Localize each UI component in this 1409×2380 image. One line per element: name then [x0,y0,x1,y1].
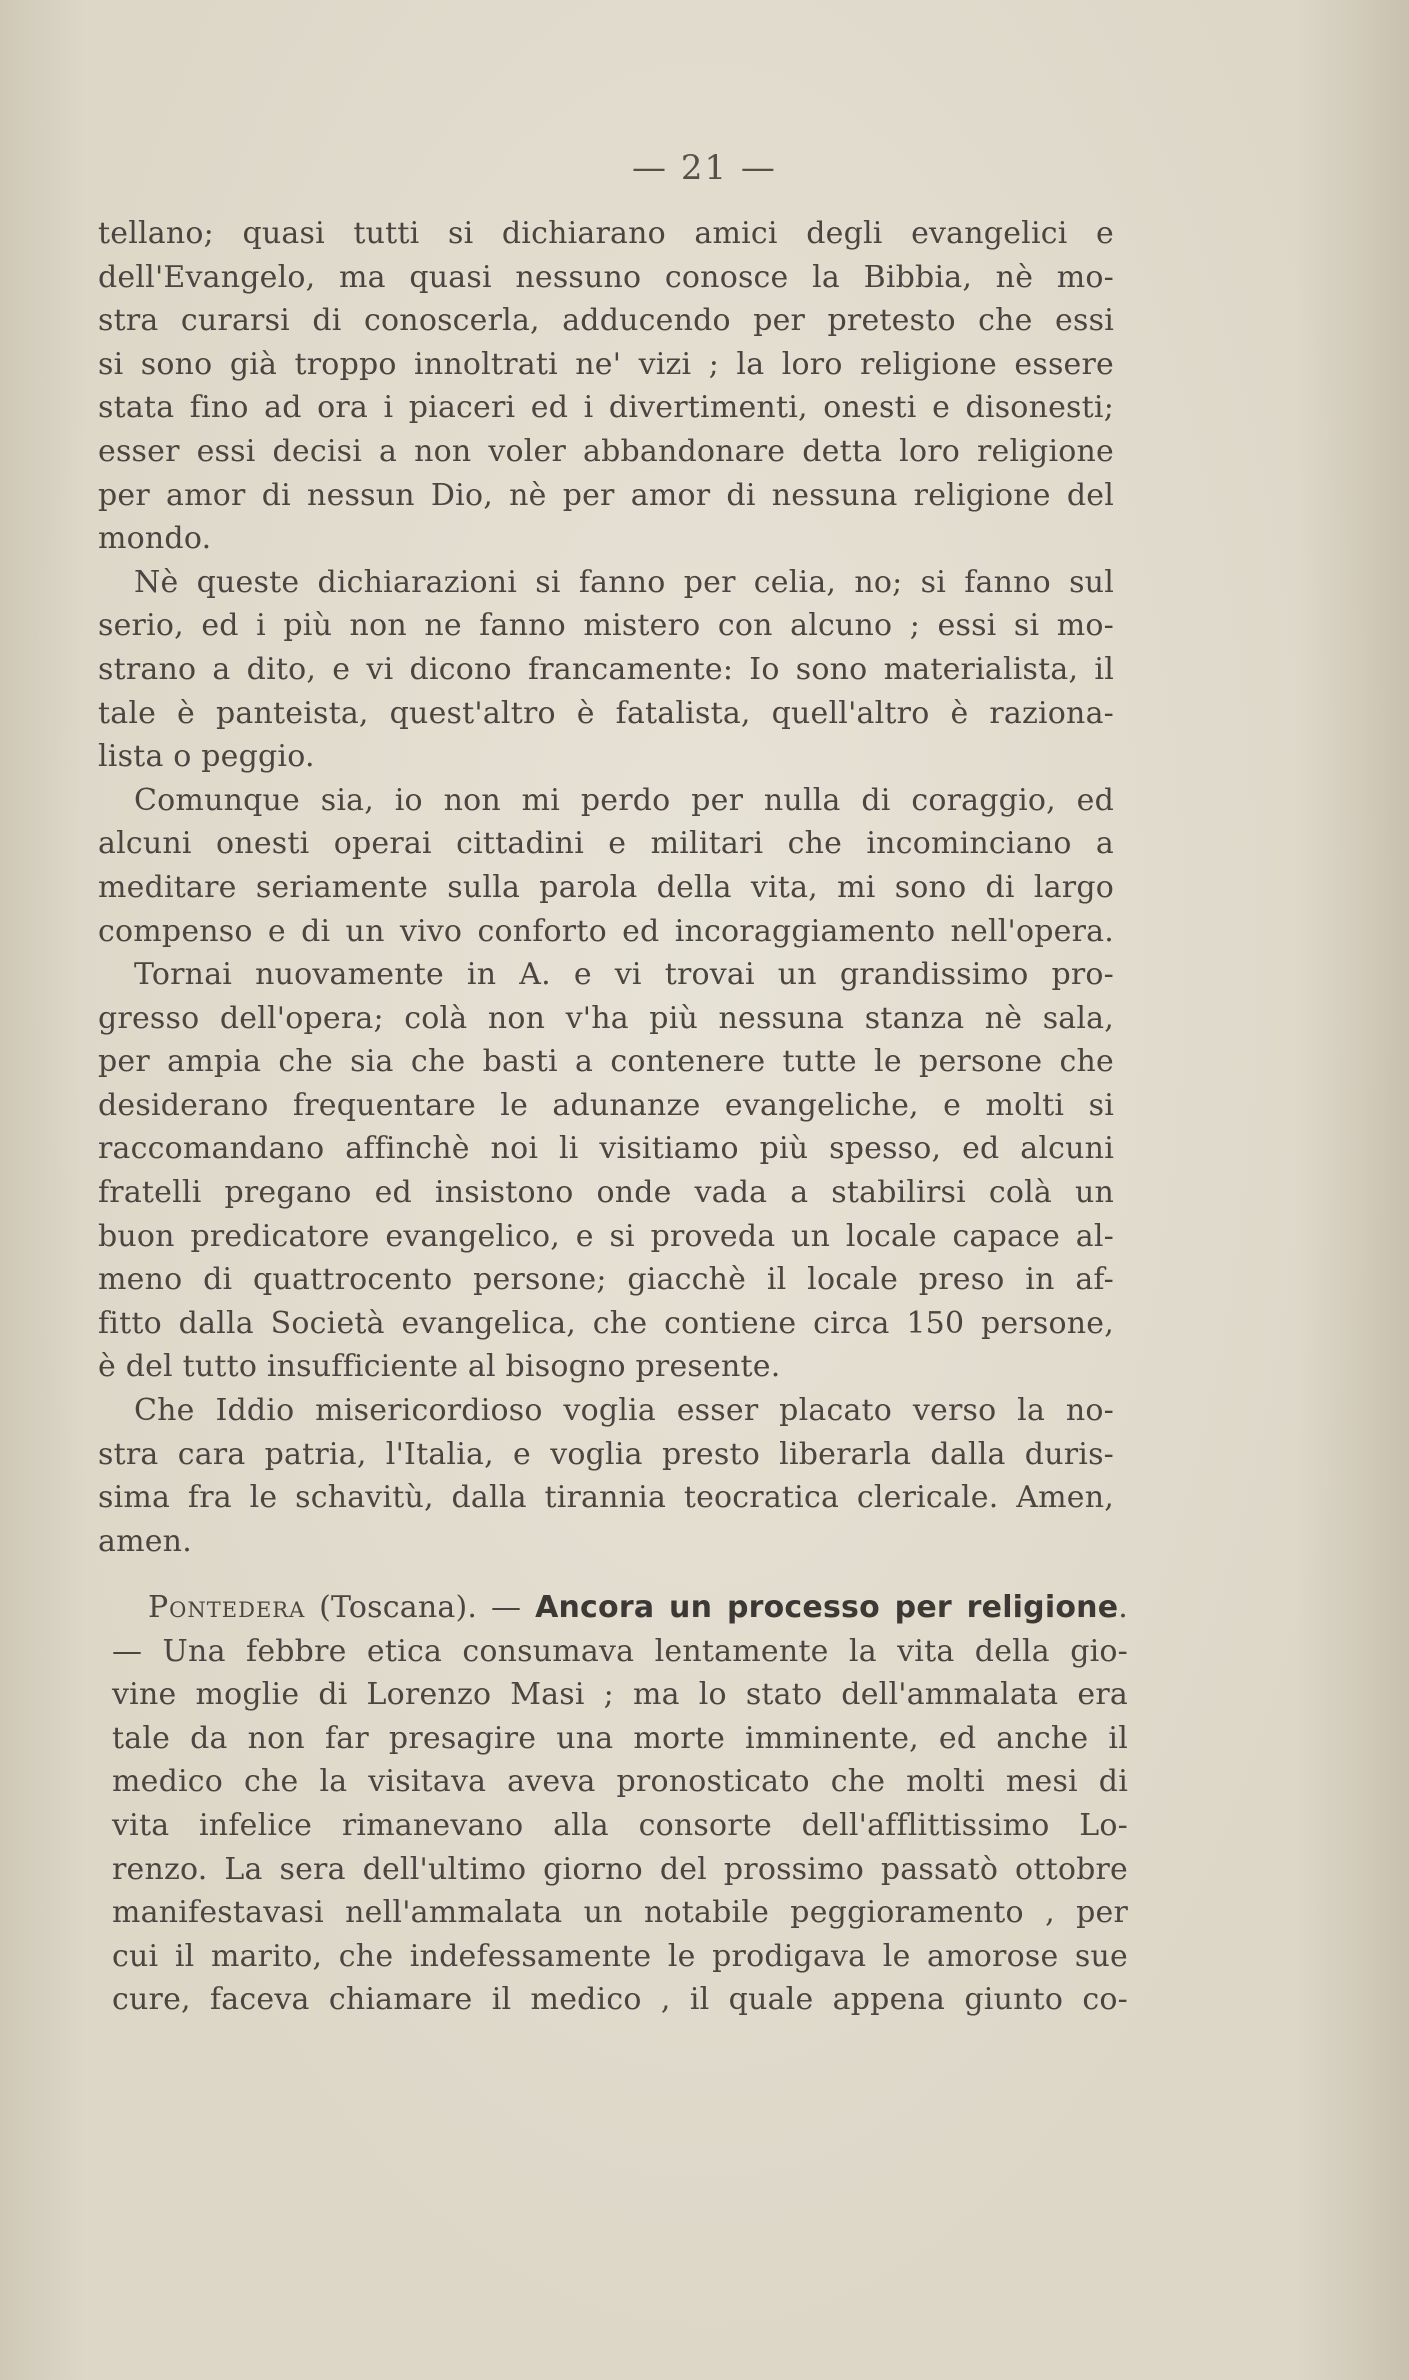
paragraph [98,953,1114,1389]
text-line: raccomandano affinchè noi li visitiamo più spesso, ed alcuni [98,1131,1114,1167]
place-name: Pontedera [148,1590,306,1625]
text-line: per amor di nessun Dio, nè per amor di nessuna religione del [98,477,1114,513]
text-line: Comunque sia, io non mi perdo per nulla di coraggio, ed [134,782,1114,818]
text-line: cui il marito, che indefessamente le prodigava le amorose sue [112,1938,1128,1974]
text-line: buon predicatore evangelico, e si proveda un locale capace al- [98,1218,1114,1254]
text-line: per ampia che sia che basti a contenere tutte le persone che [98,1044,1114,1080]
text-line: sima fra le schavitù, dalla tirannia teocratica clericale. Amen, [98,1480,1114,1516]
text-line: Che Iddio misericordioso voglia esser placato verso la no- [134,1393,1114,1429]
text-line: alcuni onesti operai cittadini e militari che incominciano a [98,826,1114,862]
text-line: stra cara patria, l'Italia, e voglia presto liberarla dalla duris- [98,1436,1114,1472]
paragraph [98,779,1114,953]
main-text [98,212,1114,1563]
text-line: si sono già troppo innoltrati ne' vizi ; la loro religione essere [98,346,1114,382]
text-line: serio, ed i più non ne fanno mistero con alcuno ; essi si mo- [98,608,1114,644]
text-line: Tornai nuovamente in A. e vi trovai un grandissimo pro- [134,957,1114,993]
text-line: lista o peggio. [98,739,315,775]
text-line: fitto dalla Società evangelica, che contiene circa 150 persone, [98,1305,1114,1341]
text-line: fratelli pregano ed insistono onde vada a stabilirsi colà un [98,1175,1114,1211]
paragraph [98,561,1114,779]
text-line: meditare seriamente sulla parola della vita, mi sono di largo [98,869,1114,905]
text-line: desiderano frequentare le adunanze evangeliche, e molti si [98,1087,1114,1123]
text-line: stata fino ad ora i piaceri ed i divertimenti, onesti e disonesti; [98,390,1114,426]
text-line: strano a dito, e vi dicono francamente: Io sono materialista, il [98,651,1114,687]
text-line: Nè queste dichiarazioni si fanno per celia, no; si fanno sul [134,564,1114,600]
text-line: mondo. [98,521,212,557]
text-line: tale è panteista, quest'altro è fatalista, quell'altro è raziona- [98,695,1114,731]
section-title: Ancora un processo per religione [535,1590,1119,1625]
text-line: vine moglie di Lorenzo Masi ; ma lo stato dell'ammalata era [112,1677,1128,1713]
text-line: dell'Evangelo, ma quasi nessuno conosce la Bibbia, nè mo- [98,259,1114,295]
text-line: è del tutto insufficiente al bisogno presente. [98,1349,781,1385]
text-line: tale da non far presagire una morte imminente, ed anche il [112,1720,1128,1756]
text-line: vita infelice rimanevano alla consorte dell'afflittissimo Lo- [112,1807,1128,1843]
text-line: — Una febbre etica consumava lentamente la vita della gio- [112,1633,1128,1669]
region-label: (Toscana). — [305,1590,536,1625]
text-line: meno di quattrocento persone; giacchè il locale preso in af- [98,1262,1114,1298]
text-line: tellano; quasi tutti si dichiarano amici degli evangelici e [98,216,1114,251]
section-heading [112,1586,1128,1630]
text-line: compenso e di un vivo conforto ed incoraggiamento nell'opera. [98,913,1114,949]
news-section [112,1586,1128,2022]
paragraph [98,1389,1114,1563]
text-line: renzo. La sera dell'ultimo giorno del prossimo passatò ottobre [112,1851,1128,1887]
page-number: — 21 — [632,148,777,188]
text-line: manifestavasi nell'ammalata un notabile peggioramento , per [112,1895,1128,1931]
text-line: medico che la visitava aveva pronosticato che molti mesi di [112,1764,1128,1800]
text-line: esser essi decisi a non voler abbandonare detta loro religione [98,433,1114,469]
paragraph [98,212,1114,561]
text-line: cure, faceva chiamare il medico , il quale appena giunto co- [112,1982,1128,2018]
title-end: . [1118,1590,1128,1625]
text-line: amen. [98,1523,192,1559]
text-line: gresso dell'opera; colà non v'ha più nessuna stanza nè sala, [98,1000,1114,1036]
text-line: stra curarsi di conoscerla, adducendo per pretesto che essi [98,303,1114,339]
